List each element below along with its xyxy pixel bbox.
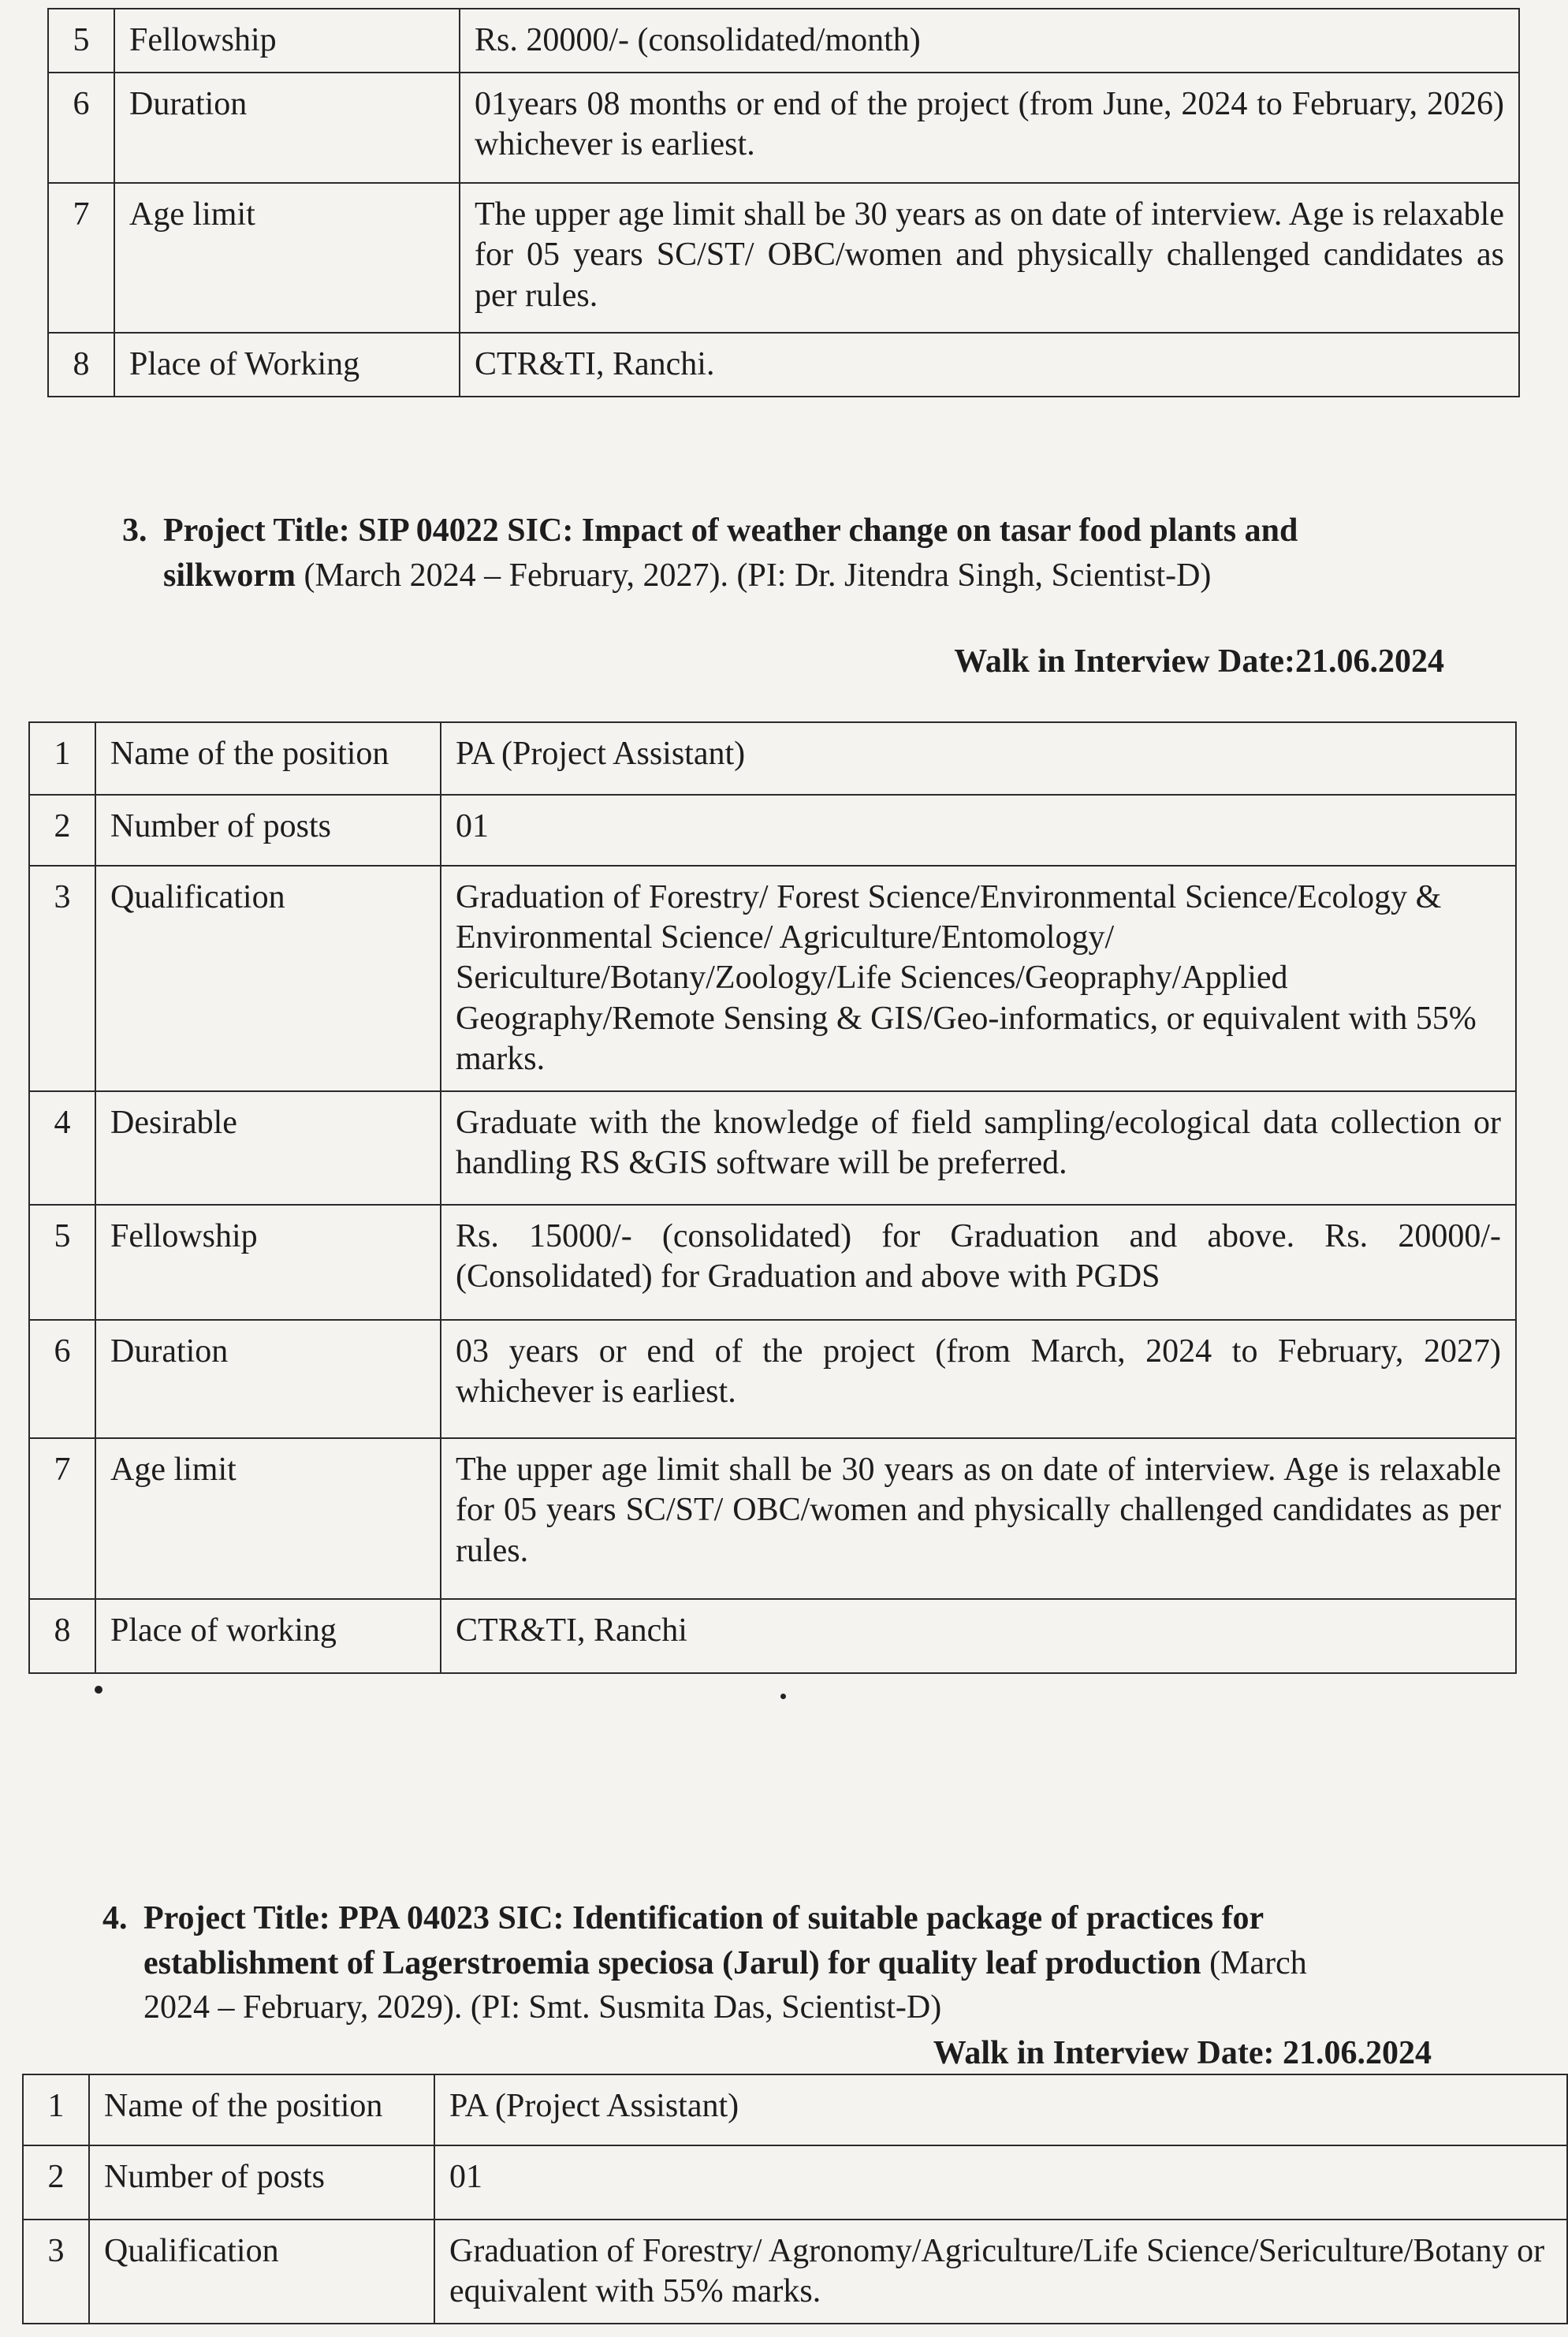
row-label: Name of the position [89, 2074, 434, 2145]
scan-mark [95, 1686, 102, 1694]
row-label: Name of the position [95, 722, 441, 795]
row-value: PA (Project Assistant) [441, 722, 1516, 795]
row-value: CTR&TI, Ranchi. [460, 333, 1519, 397]
table-row [29, 1599, 1516, 1673]
row-number: 2 [23, 2145, 89, 2220]
row-value: PA (Project Assistant) [434, 2074, 1567, 2145]
scan-mark [780, 1694, 786, 1699]
row-label: Fellowship [95, 1205, 441, 1320]
row-number: 5 [48, 9, 114, 73]
row-value: Graduation of Forestry/ Forest Science/Environmental Science/Ecology & Environmental Science/ Agriculture/Entomology/ Sericulture/Botany/Zoology/Life Sciences/Geopraphy/Applied Geography/Remote Sensing & GIS/Geo-informatics, or equivalent with 55% marks. [441, 866, 1516, 1091]
row-number: 3 [29, 866, 95, 1091]
row-value: 03 years or end of the project (from March, 2024 to February, 2027) whichever is earliest. [441, 1320, 1516, 1438]
row-label: Age limit [114, 183, 460, 333]
section4-heading [102, 1896, 1435, 2030]
section3-table [28, 721, 1517, 1674]
section3-title-bold: Project Title: SIP 04022 SIC: Impact of weather change on tasar food plants and [163, 512, 1298, 549]
table-row [23, 2220, 1567, 2324]
section4-number: 4. [102, 1900, 128, 1936]
row-label: Fellowship [114, 9, 460, 73]
section4-title-rest: (March [1201, 1944, 1307, 1981]
row-number: 4 [29, 1091, 95, 1205]
table-row [29, 795, 1516, 866]
row-value: Graduation of Forestry/ Agronomy/Agriculture/Life Science/Sericulture/Botany or equivalent with 55% marks. [434, 2220, 1567, 2324]
section4-title-bold: Project Title: PPA 04023 SIC: Identification of suitable package of practices for [143, 1900, 1264, 1936]
row-label: Qualification [89, 2220, 434, 2324]
row-number: 6 [48, 73, 114, 183]
section3-title-rest: (March 2024 – February, 2027). (PI: Dr. Jitendra Singh, Scientist-D) [296, 557, 1212, 594]
table-row [48, 73, 1519, 183]
row-value: The upper age limit shall be 30 years as on date of interview. Age is relaxable for 05 years SC/ST/ OBC/women and physically challenged candidates as per rules. [460, 183, 1519, 333]
table-row [29, 1320, 1516, 1438]
row-label: Duration [95, 1320, 441, 1438]
section3-heading [122, 509, 1431, 598]
row-label: Age limit [95, 1438, 441, 1599]
table-row [23, 2145, 1567, 2220]
row-label: Desirable [95, 1091, 441, 1205]
row-value: CTR&TI, Ranchi [441, 1599, 1516, 1673]
row-label: Place of working [95, 1599, 441, 1673]
row-value: The upper age limit shall be 30 years as on date of interview. Age is relaxable for 05 years SC/ST/ OBC/women and physically challenged candidates as per rules. [441, 1438, 1516, 1599]
row-number: 7 [48, 183, 114, 333]
section3-walk-in-date: Walk in Interview Date:21.06.2024 [954, 643, 1444, 680]
section3-number: 3. [122, 512, 147, 549]
row-label: Place of Working [114, 333, 460, 397]
section4-table [22, 2074, 1568, 2324]
row-label: Duration [114, 73, 460, 183]
row-number: 8 [29, 1599, 95, 1673]
row-label: Number of posts [89, 2145, 434, 2220]
table-continued [47, 8, 1520, 397]
row-value: Rs. 20000/- (consolidated/month) [460, 9, 1519, 73]
row-value: 01 [434, 2145, 1567, 2220]
row-label: Qualification [95, 866, 441, 1091]
row-value: Graduate with the knowledge of field sampling/ecological data collection or handling RS &GIS software will be preferred. [441, 1091, 1516, 1205]
table-row [48, 9, 1519, 73]
section4-title-line3: 2024 – February, 2029). (PI: Smt. Susmita Das, Scientist-D) [143, 1989, 942, 2026]
table-row [29, 722, 1516, 795]
section4-walk-in-date: Walk in Interview Date: 21.06.2024 [933, 2035, 1432, 2071]
table-row [29, 866, 1516, 1091]
section3-title-bold2: silkworm [163, 557, 296, 594]
row-number: 8 [48, 333, 114, 397]
table-row [29, 1205, 1516, 1320]
row-number: 3 [23, 2220, 89, 2324]
section4-title-bold2: establishment of Lagerstroemia speciosa (Jarul) for quality leaf production [143, 1944, 1201, 1981]
row-number: 1 [29, 722, 95, 795]
row-number: 2 [29, 795, 95, 866]
row-value: Rs. 15000/- (consolidated) for Graduation and above. Rs. 20000/- (Consolidated) for Graduation and above with PGDS [441, 1205, 1516, 1320]
row-value: 01 [441, 795, 1516, 866]
row-number: 1 [23, 2074, 89, 2145]
row-number: 7 [29, 1438, 95, 1599]
row-number: 5 [29, 1205, 95, 1320]
table-row [29, 1091, 1516, 1205]
row-number: 6 [29, 1320, 95, 1438]
table-row [23, 2074, 1567, 2145]
table-row [48, 333, 1519, 397]
row-label: Number of posts [95, 795, 441, 866]
row-value: 01years 08 months or end of the project (from June, 2024 to February, 2026) whichever is earliest. [460, 73, 1519, 183]
table-row [48, 183, 1519, 333]
table-row [29, 1438, 1516, 1599]
